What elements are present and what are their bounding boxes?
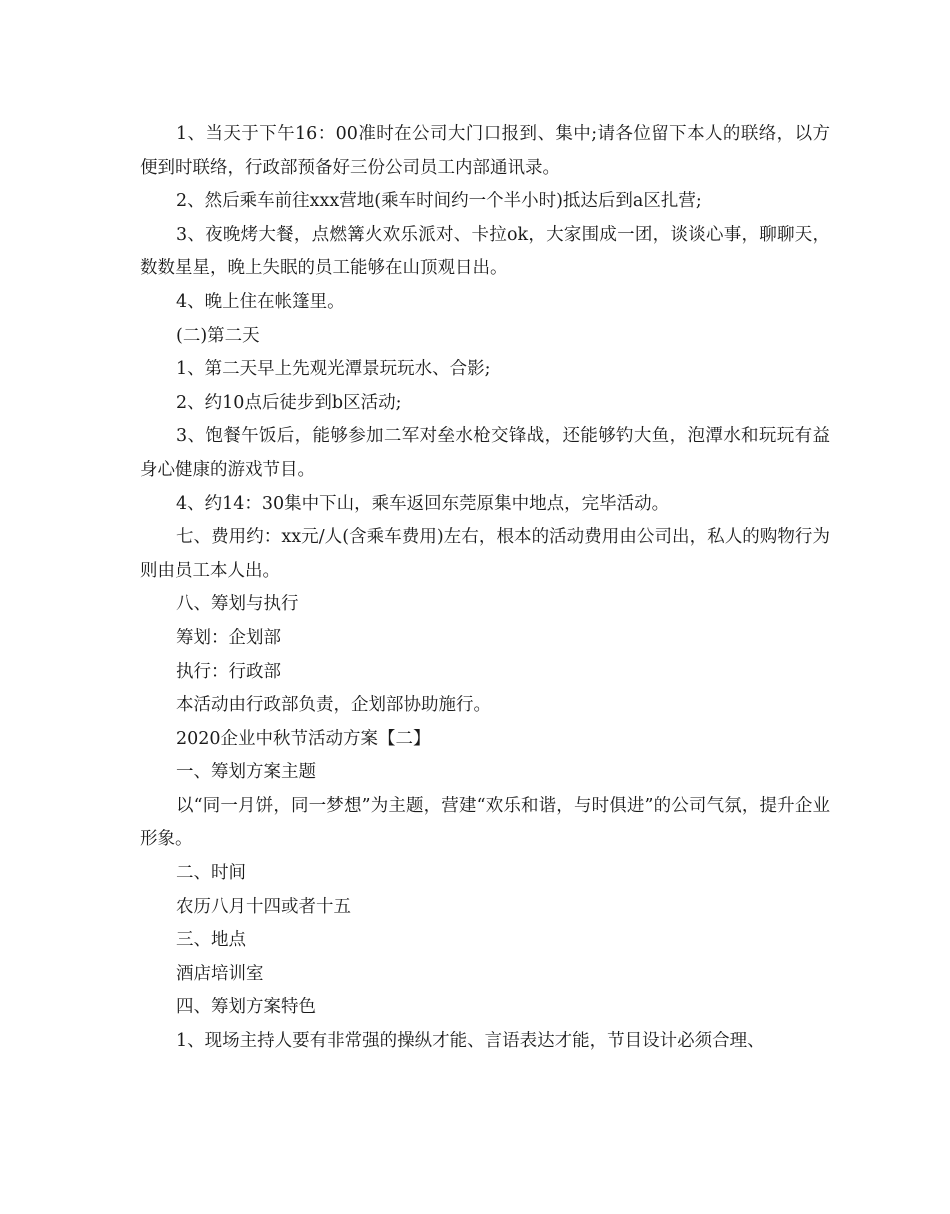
paragraph: 3、饱餐午饭后，能够参加二军对垒水枪交锋战，还能够钓大鱼，泡潭水和玩玩有益身心健康的游戏节目。 [140,426,830,480]
paragraph: 本活动由行政部负责，企划部协助施行。 [176,695,491,716]
paragraph: 七、费用约：xx元/人(含乘车费用)左右，根本的活动费用由公司出，私人的购物行为则由员工本人出。 [140,527,830,581]
paragraph: 筹划：企划部 [176,627,281,648]
paragraph: 4、约14：30集中下山，乘车返回东莞原集中地点，完毕活动。 [176,493,670,514]
section-heading: 八、筹划与执行 [176,594,299,615]
paragraph: 2、然后乘车前往xxx营地(乘车时间约一个半小时)抵达后到a区扎营; [176,191,702,212]
document-body [140,118,830,1059]
paragraph: 以“同一月饼，同一梦想”为主题，营建“欢乐和谐，与时俱进”的公司气氛，提升企业形象。 [140,795,830,850]
section-heading: (二)第二天 [176,325,260,346]
paragraph: 2、约10点后徒步到b区活动; [176,392,402,413]
paragraph: 1、现场主持人要有非常强的操纵才能、言语表达才能，节目设计必须合理、 [176,1031,765,1052]
paragraph: 1、第二天早上先观光潭景玩玩水、合影; [176,359,491,380]
paragraph: 4、晚上住在帐篷里。 [176,291,345,312]
section-heading: 四、筹划方案特色 [176,997,316,1018]
section-heading: 二、时间 [176,863,246,884]
paragraph: 酒店培训室 [176,963,264,984]
paragraph: 1、当天于下午16：00准时在公司大门口报到、集中;请各位留下本人的联络，以方便到时联络，行政部预备好三份公司员工内部通讯录。 [140,124,830,178]
section-heading: 三、地点 [176,930,246,951]
paragraph: 执行：行政部 [176,661,281,682]
paragraph: 农历八月十四或者十五 [176,896,351,917]
section-heading: 一、筹划方案主题 [176,762,316,783]
paragraph: 3、夜晚烤大餐，点燃篝火欢乐派对、卡拉ok，大家围成一团，谈谈心事，聊聊天，数数星星，晚上失眠的员工能够在山顶观日出。 [140,224,830,279]
document-title: 2020企业中秋节活动方案【二】 [176,728,431,749]
